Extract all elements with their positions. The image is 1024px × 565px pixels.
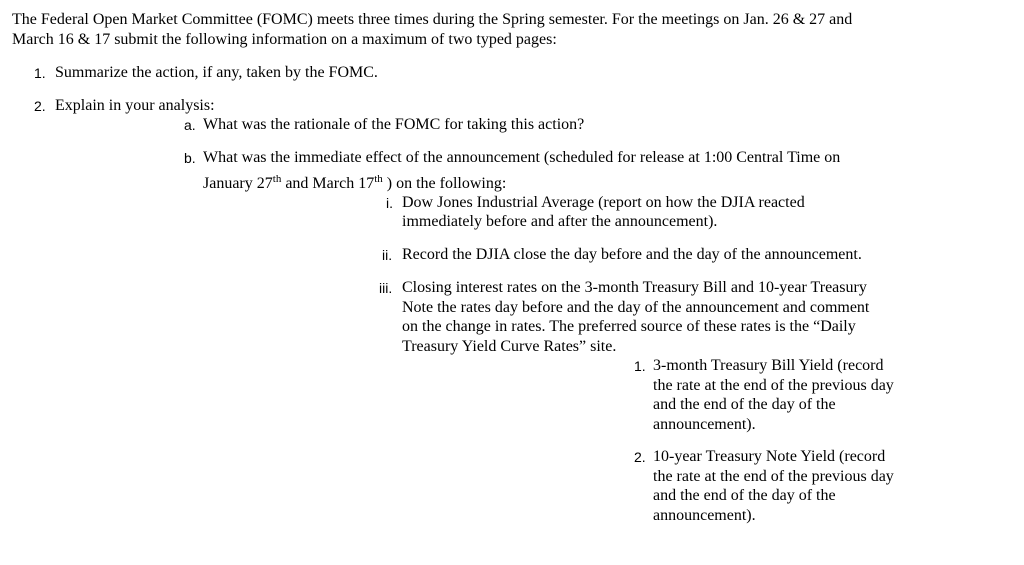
date-jan: January 27 <box>203 175 273 192</box>
item-1-marker: 1. <box>34 65 46 81</box>
item-2b-marker: b. <box>184 150 196 166</box>
sub-item-2-line: the rate at the end of the previous day <box>653 468 894 485</box>
line-end: ) on the following: <box>382 175 507 192</box>
intro-line-2: March 16 & 17 submit the following information on a maximum of two typed pages: <box>12 31 557 48</box>
item-2a-text: What was the rationale of the FOMC for taking this action? <box>203 116 585 133</box>
item-i-marker: i. <box>386 195 393 211</box>
sub-item-2-marker: 2. <box>634 449 646 465</box>
sub-item-1-line: the rate at the end of the previous day <box>653 377 894 394</box>
ordinal-suffix: th <box>272 173 282 185</box>
item-ii-marker: ii. <box>382 247 393 263</box>
sub-item-2-line: announcement). <box>653 507 756 524</box>
item-iii-marker: iii. <box>379 280 393 296</box>
item-i-line: Dow Jones Industrial Average (report on how the DJIA reacted <box>402 194 805 211</box>
sub-item-1-marker: 1. <box>634 358 646 374</box>
ordinal-suffix: th <box>374 173 383 185</box>
item-2b-line-2 <box>203 174 506 194</box>
sub-item-1-line: 3-month Treasury Bill Yield (record <box>653 357 884 374</box>
item-iii-line: Treasury Yield Curve Rates” site. <box>402 338 617 355</box>
intro-line-1: The Federal Open Market Committee (FOMC) meets three times during the Spring semester. For the meetings on Jan. 26 & 27 and <box>12 11 853 28</box>
item-2-text: Explain in your analysis: <box>55 97 215 114</box>
item-iii-line: Note the rates day before and the day of the announcement and comment <box>402 299 870 316</box>
item-2a-marker: a. <box>184 117 196 133</box>
item-iii-line: on the change in rates. The preferred source of these rates is the “Daily <box>402 318 856 335</box>
item-2b-line-1: What was the immediate effect of the announcement (scheduled for release at 1:00 Central Time on <box>203 149 841 166</box>
sub-item-2-line: and the end of the day of the <box>653 487 836 504</box>
item-1-text: Summarize the action, if any, taken by the FOMC. <box>55 64 378 81</box>
sub-item-2-line: 10-year Treasury Note Yield (record <box>653 448 886 465</box>
sub-item-1-line: announcement). <box>653 416 756 433</box>
sub-item-1-line: and the end of the day of the <box>653 396 836 413</box>
date-mar: and March 17 <box>281 175 375 192</box>
item-2-marker: 2. <box>34 98 46 114</box>
item-iii-line: Closing interest rates on the 3-month Treasury Bill and 10-year Treasury <box>402 279 867 296</box>
item-ii-line: Record the DJIA close the day before and the day of the announcement. <box>402 246 862 263</box>
item-i-line: immediately before and after the announcement). <box>402 213 718 230</box>
